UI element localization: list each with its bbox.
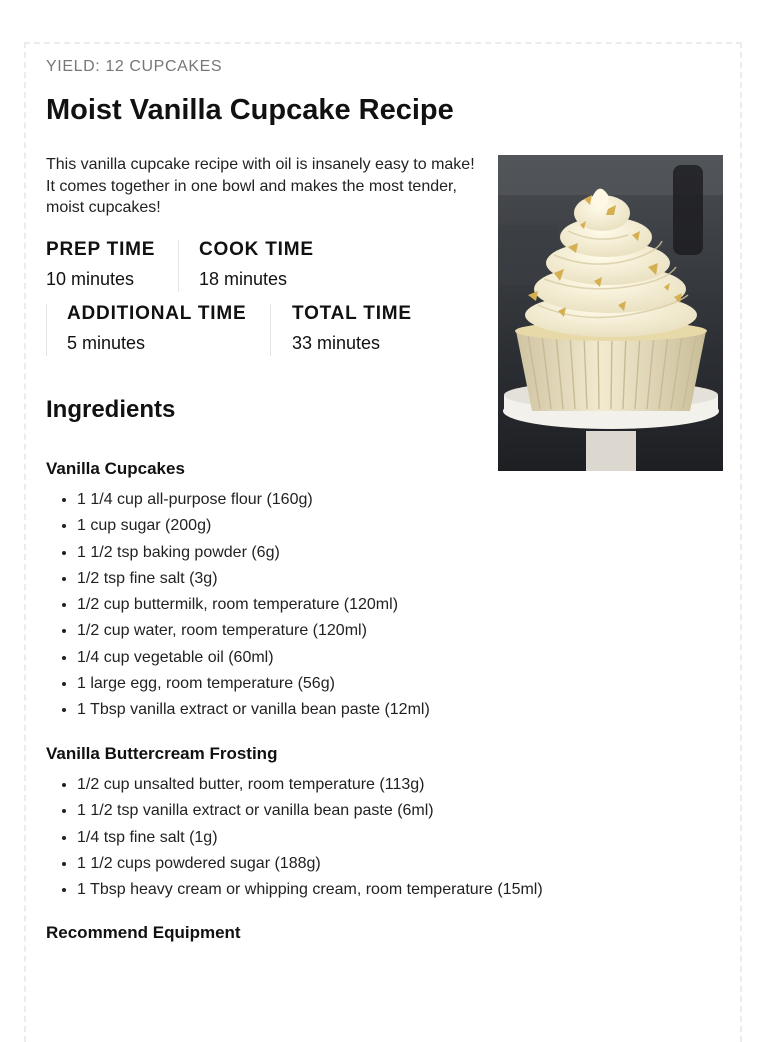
ingredient-item: • 1 1/2 cups powdered sugar (188g) <box>77 851 543 877</box>
additional-time <box>67 303 246 354</box>
time-divider <box>178 240 179 292</box>
total-time <box>292 303 412 354</box>
cook-time-value: 18 minutes <box>199 269 288 289</box>
ingredient-item: • 1/4 tsp fine salt (1g) <box>77 825 543 851</box>
cupcake-photo-icon <box>498 155 723 471</box>
ingredients-heading: Ingredients <box>46 396 176 423</box>
ingredient-item: • 1/2 tsp fine salt (3g) <box>77 566 430 592</box>
cook-time <box>199 239 314 290</box>
recipe-photo <box>498 155 723 471</box>
prep-time-value: 10 minutes <box>46 269 135 289</box>
ingredient-item: • 1 Tbsp vanilla extract or vanilla bean paste (12ml) <box>77 697 430 723</box>
recipe-summary: This vanilla cupcake recipe with oil is insanely easy to make! It comes together in one bowl and makes the most tender, moist cupcakes! <box>46 156 475 216</box>
ingredient-item: • 1/2 cup water, room temperature (120ml) <box>77 618 430 644</box>
ingredient-item: • 1 cup sugar (200g) <box>77 513 430 539</box>
time-divider <box>270 304 271 356</box>
cook-time-label: COOK TIME <box>199 239 314 260</box>
additional-time-label: ADDITIONAL TIME <box>67 303 247 324</box>
additional-time-value: 5 minutes <box>67 333 146 353</box>
ingredient-list-frosting <box>46 772 543 903</box>
ingredient-item: • 1 1/4 cup all-purpose flour (160g) <box>77 487 430 513</box>
ingredient-item: • 1/2 cup buttermilk, room temperature (120ml) <box>77 592 430 618</box>
prep-time <box>46 239 155 290</box>
recipe-title: Moist Vanilla Cupcake Recipe <box>46 94 454 126</box>
ingredient-group-title: Vanilla Cupcakes <box>46 459 185 478</box>
recipe-yield: YIELD: 12 CUPCAKES <box>46 58 223 75</box>
time-divider <box>46 304 47 356</box>
total-time-label: TOTAL TIME <box>292 303 412 324</box>
prep-time-label: PREP TIME <box>46 239 156 260</box>
ingredient-item: • 1 1/2 tsp baking powder (6g) <box>77 540 430 566</box>
ingredient-item: • 1/4 cup vegetable oil (60ml) <box>77 645 430 671</box>
ingredient-item: • 1 1/2 tsp vanilla extract or vanilla bean paste (6ml) <box>77 798 543 824</box>
ingredient-item: • 1/2 cup unsalted butter, room temperature (113g) <box>77 772 543 798</box>
ingredient-group-title: Vanilla Buttercream Frosting <box>46 744 278 763</box>
total-time-value: 33 minutes <box>292 333 381 353</box>
equipment-heading: Recommend Equipment <box>46 923 241 942</box>
ingredient-item: • 1 Tbsp heavy cream or whipping cream, room temperature (15ml) <box>77 877 543 903</box>
ingredient-item: • 1 large egg, room temperature (56g) <box>77 671 430 697</box>
ingredient-list-cupcakes <box>46 487 430 724</box>
